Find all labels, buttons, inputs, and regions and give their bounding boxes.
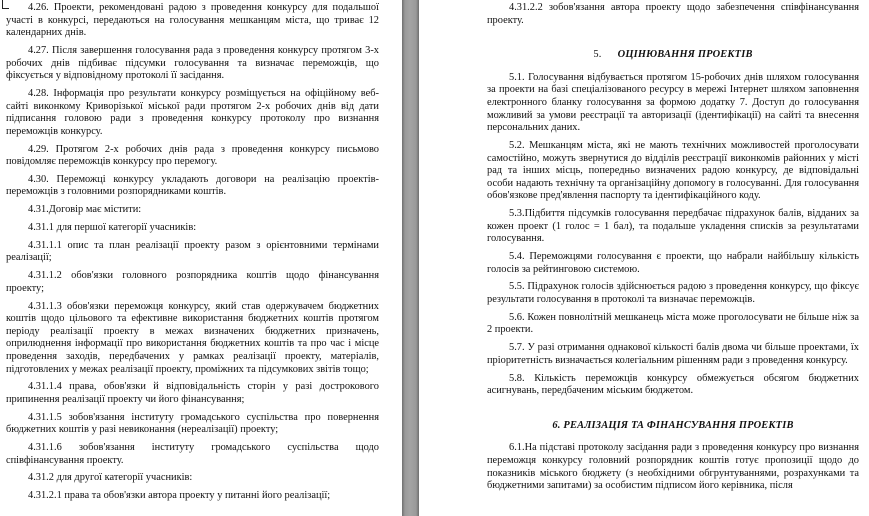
section-5-title: ОЦІНЮВАННЯ ПРОЕКТІВ bbox=[617, 49, 753, 61]
paragraph-5-4: 5.4. Переможцями голосування є проекти, що набрали найбільшу кількість голосів за рейтинговою системою. bbox=[487, 251, 859, 275]
paragraph-4-31-1-3: 4.31.1.3 обов'язки переможця конкурсу, який став одержувачем бюджетних коштів щодо цільового та ефективне використання бюджетних коштів протягом періоду реалізації проекту в межах визначених бюджетних призначень, оприлюднення інформації про використання бюджетних коштів та про час і місце проведення заходів, передбачених у рамках реалізації проекту, матеріалів, підготовлених у межах реалізації проекту, проміжних та підсумкових звітів тощо; bbox=[6, 300, 379, 375]
paragraph-5-2: 5.2. Мешканцям міста, які не мають технічних можливостей проголосувати самостійно, можуть звернутися до відділів реєстрації виконкомів районних у місті рад та інших місць, попередньо визначених радою конкурсу, де відповідальні особи надають технічну та організаційну допомогу в голосуванні. Для голосування обов'язкове пред'явлення паспорту та ідентифікаційного коду. bbox=[487, 139, 859, 202]
paragraph-4-31-2: 4.31.2 для другої категорії учасників: bbox=[28, 472, 193, 484]
paragraph-4-28: 4.28. Інформація про результати конкурсу розміщується на офіційному веб-сайті виконкому Криворізької міської ради протягом 2-х робочих днів від дати підписання головою ради з проведення конкурсу протоколу про визнання переможців конкурсу. bbox=[6, 87, 379, 137]
paragraph-4-31-1-2: 4.31.1.2 обов'язки головного розпорядника коштів щодо фінансування проекту; bbox=[6, 270, 379, 294]
paragraph-4-27: 4.27. Після завершення голосування рада з проведення конкурсу протягом 3-х робочих днів підбиває підсумки голосування та визначає переможців, що фіксується у відповідному протоколі її засідання. bbox=[6, 44, 379, 82]
paragraph-4-31: 4.31.Договір має містити: bbox=[28, 204, 142, 216]
section-5-heading bbox=[487, 49, 859, 62]
page-gutter bbox=[402, 0, 419, 516]
section-6-heading bbox=[487, 420, 859, 433]
paragraph-4-31-1-5: 4.31.1.5 зобов'язання інституту громадського суспільства про повернення бюджетних коштів у разі невиконання (нереалізації) проекту; bbox=[6, 411, 379, 436]
paragraph-5-3: 5.3.Підбиття підсумків голосування передбачає підрахунок балів, відданих за кожен проект (1 голос = 1 бал), та подальше укладення списків за результатами голосування. bbox=[487, 208, 859, 245]
right-page-text bbox=[487, 2, 859, 498]
paragraph-5-7: 5.7. У разі отримання однакової кількості балів двома чи більше проектами, їх пріоритетність визначається колегіальним рішенням ради з проведення конкурсу. bbox=[487, 342, 859, 366]
section-6-title: 6. РЕАЛІЗАЦІЯ ТА ФІНАНСУВАННЯ ПРОЕКТІВ bbox=[552, 419, 794, 431]
paragraph-4-29: 4.29. Протягом 2-х робочих днів рада з проведення конкурсу письмово повідомляє переможців конкурсу про перемогу. bbox=[6, 143, 379, 168]
paragraph-4-31-1-6: 4.31.1.6 зобов'язання інституту громадського суспільства щодо співфінансування проекту. bbox=[6, 442, 379, 466]
paragraph-4-31-2-2: 4.31.2.2 зобов'язання автора проекту щодо забезпечення співфінансування проекту. bbox=[487, 2, 859, 26]
paragraph-4-26: 4.26. Проекти, рекомендовані радою з проведення конкурсу для подальшої участі в конкурсі, передаються на голосування мешканцям міста, що триває 12 календарних днів. bbox=[6, 2, 379, 39]
paragraph-4-30: 4.30. Переможці конкурсу укладають договори на реалізацію проектів-переможців з головними розпорядниками коштів. bbox=[6, 173, 379, 198]
document-page-left bbox=[0, 0, 402, 516]
section-5-number: 5. bbox=[593, 49, 602, 61]
left-page-text bbox=[6, 2, 379, 508]
paragraph-4-31-1-4: 4.31.1.4 права, обов'язки й відповідальність сторін у разі дострокового припинення реалізації проекту чи його фінансування; bbox=[6, 381, 379, 405]
paragraph-4-31-1-1: 4.31.1.1 опис та план реалізації проекту разом з орієнтовними термінами реалізації; bbox=[6, 239, 379, 264]
paragraph-6-1: 6.1.На підставі протоколу засідання ради з проведення конкурсу про визнання переможця конкурсу головний розпорядник коштів готує пропозиції щодо до показників міського бюджету (з необхідними обгрунтуваннями, розрахунками та бюджетними запитами) за особистим підписом його керівника, після bbox=[487, 442, 859, 492]
paragraph-4-31-2-1: 4.31.2.1 права та обов'язки автора проекту у питанні його реалізації; bbox=[28, 490, 331, 502]
paragraph-4-31-1: 4.31.1 для першої категорії учасників: bbox=[28, 222, 197, 234]
paragraph-5-1: 5.1. Голосування відбувається протягом 15-робочих днів шляхом голосування за проекти на базі спеціалізованого ресурсу в мережі Інтернет шляхом заповнення електронного бланку голосування за формою додатку 7. Доступ до голосування можливий за умови реєстрації та авторизації (ідентифікації) на сайті та внесення персональних даних. bbox=[487, 71, 859, 134]
paragraph-5-6: 5.6. Кожен повнолітній мешканець міста може проголосувати не більше ніж за 2 проекти. bbox=[487, 311, 859, 336]
document-page-right bbox=[419, 0, 869, 516]
paragraph-5-8: 5.8. Кількість переможців конкурсу обмежується обсягом бюджетних асигнувань, передбаченим міським бюджетом. bbox=[487, 372, 859, 397]
paragraph-5-5: 5.5. Підрахунок голосів здійснюється радою з проведення конкурсу, що фіксує результати голосування в протоколі та визначає переможців. bbox=[487, 281, 859, 306]
